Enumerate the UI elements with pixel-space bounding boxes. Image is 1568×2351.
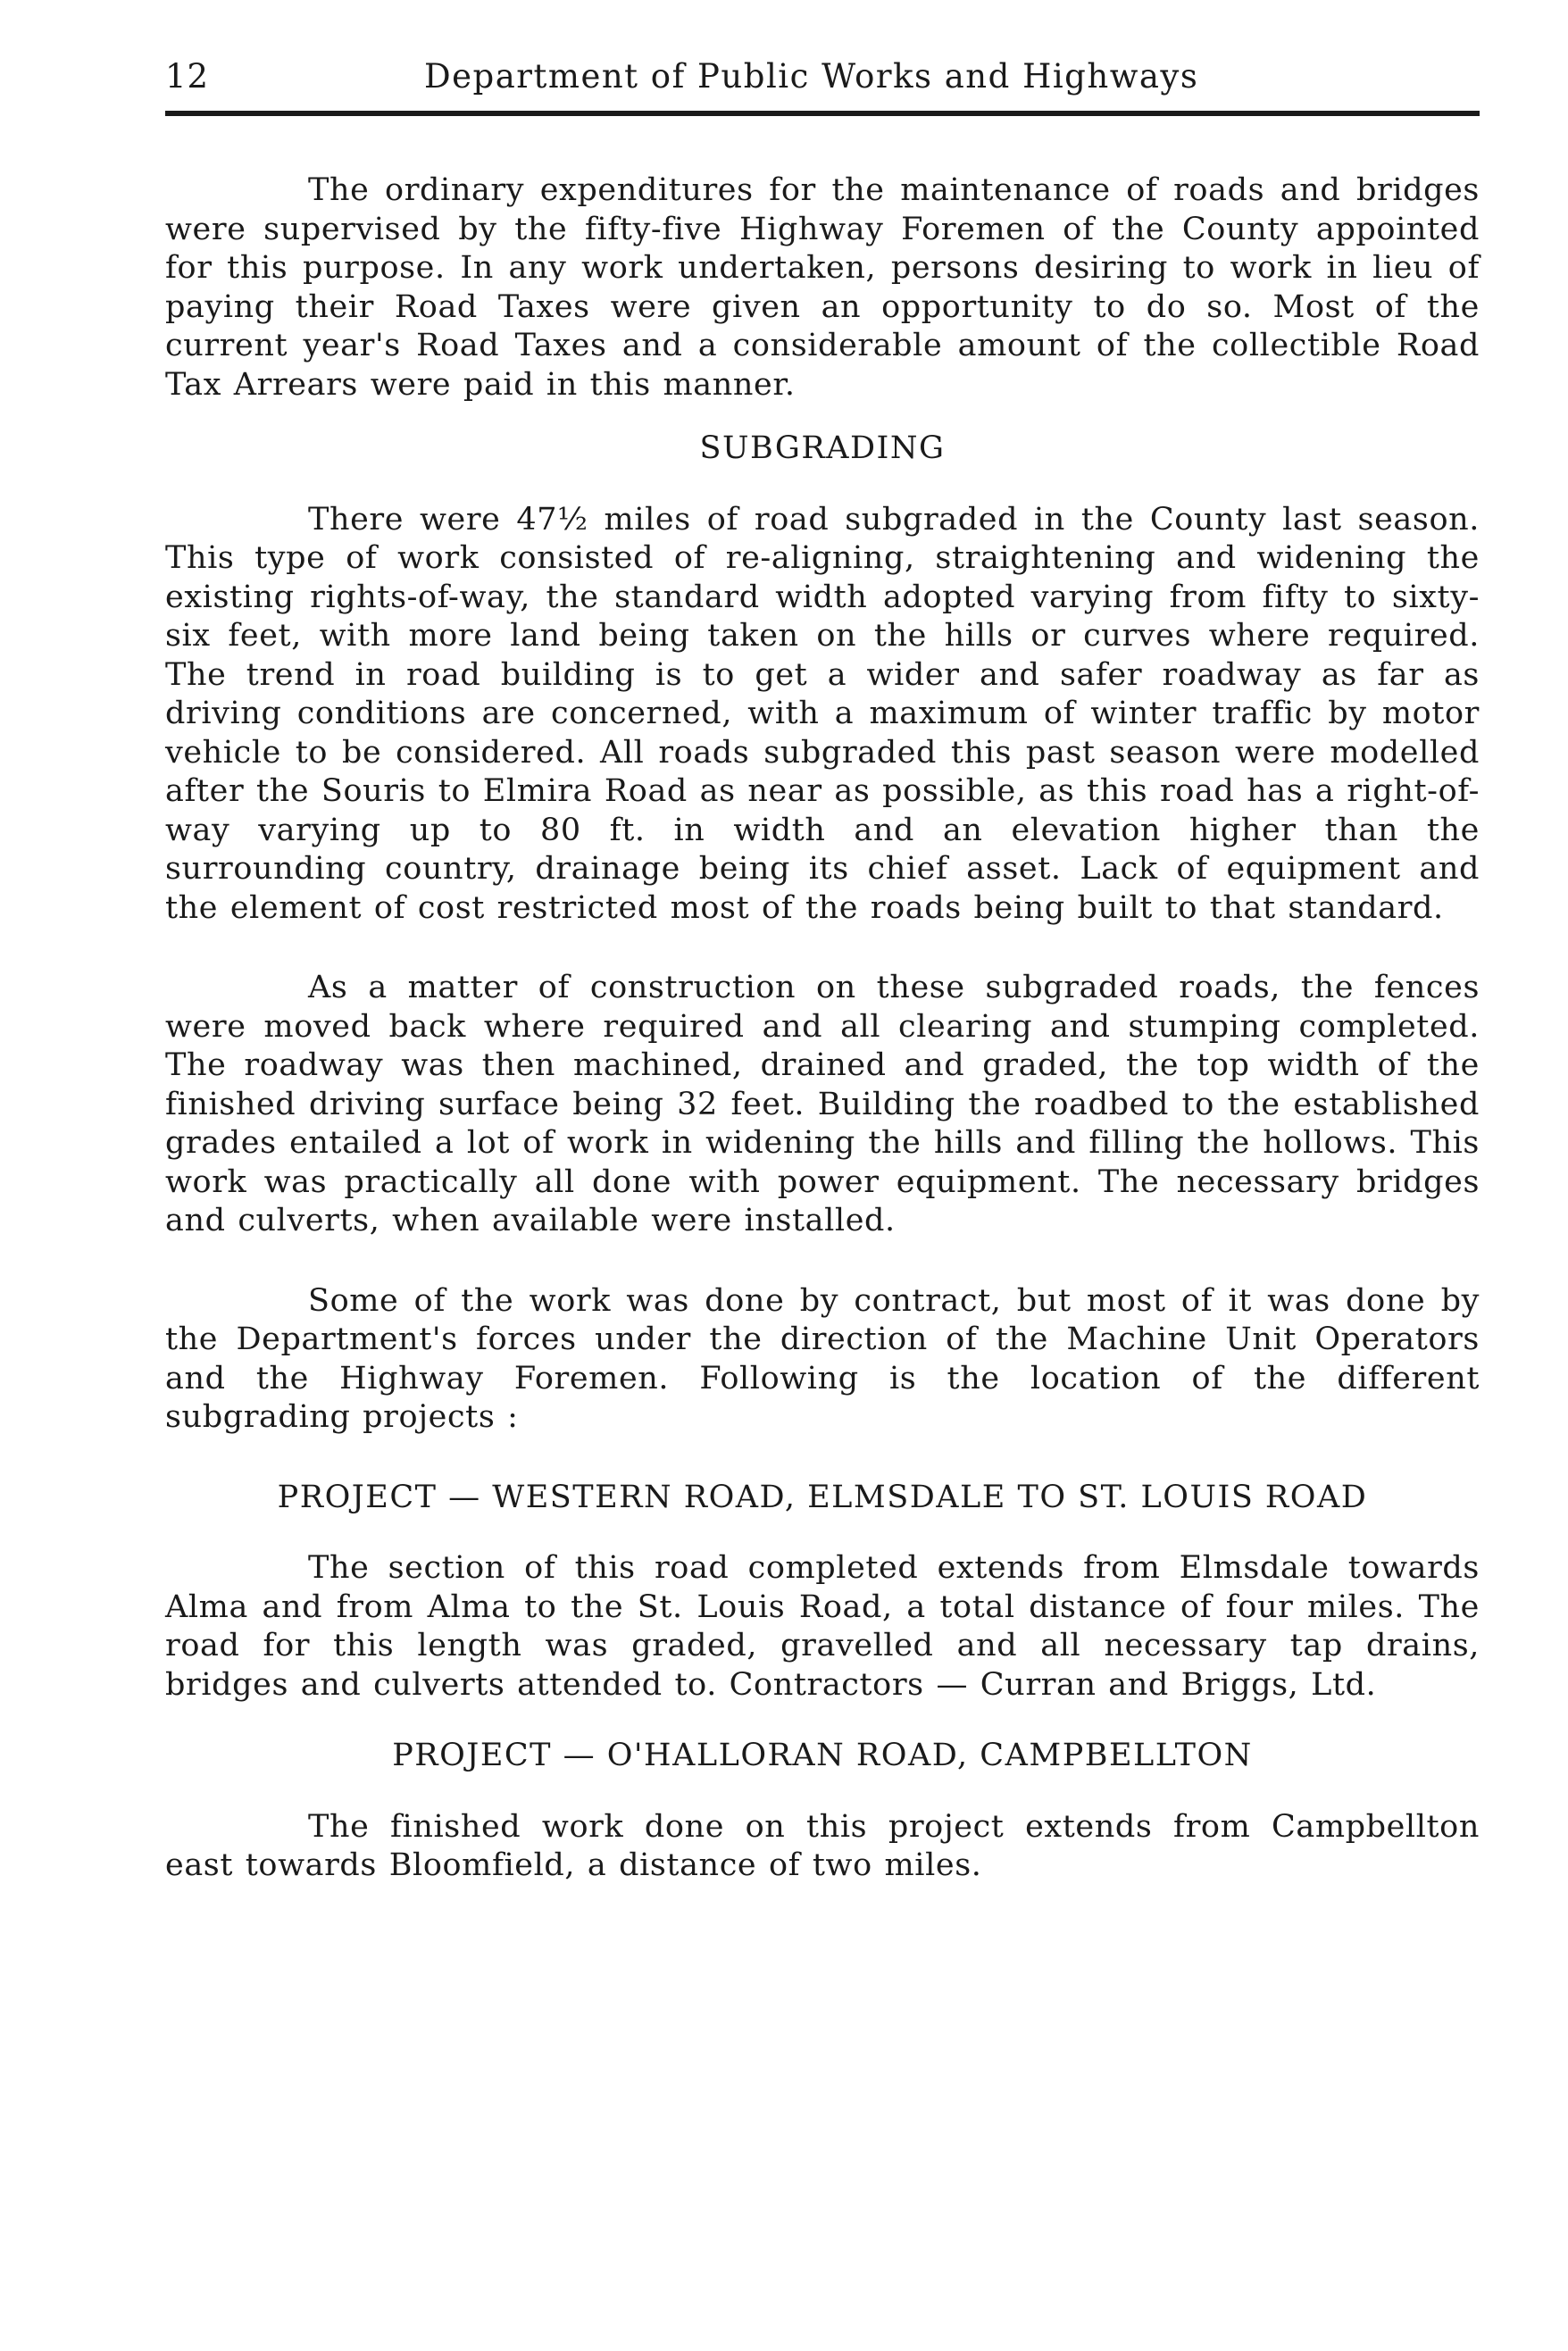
spacer (165, 404, 1480, 429)
spacer (165, 1517, 1480, 1549)
running-title: Department of Public Works and Highways (424, 57, 1199, 96)
project-heading-ohalloran-road: PROJECT — O'HALLORAN ROAD, CAMPBELLTON (392, 1738, 1253, 1773)
paragraph-project-list-intro: Some of the work was done by contract, but most of it was done by the Department's forces under the direction of the Machine Unit Operators and the Highway Foremen. Following is the location of the different subgrading projects : (165, 1282, 1480, 1435)
spacer (165, 469, 1480, 501)
paragraph-western-road: The section of this road completed extends from Elmsdale towards Alma and from Alma to the St. Louis Road, a total distance of four miles. The road for this length was graded, gravelled and all necessary tap drains, bridges and culverts attended to. Contractors — Curran and Briggs, Ltd. (165, 1550, 1480, 1703)
spacer (165, 928, 1480, 969)
section-heading-subgrading: SUBGRADING (699, 430, 946, 466)
project-heading-western-road: PROJECT — WESTERN ROAD, ELMSDALE TO ST. LOUIS ROAD (277, 1479, 1368, 1515)
page-number: 12 (165, 57, 210, 96)
body-text (165, 171, 1480, 1886)
spacer (165, 1438, 1480, 1479)
header-rule (165, 111, 1480, 116)
spacer (165, 1705, 1480, 1737)
paragraph-construction-method: As a matter of construction on these subgraded roads, the fences were moved back where required and all clearing and stumping completed. The roadway was then machined, drained and graded, the top width of the finished driving surface being 32 feet. Building the roadbed to the established grades entailed a lot of work in widening the hills and filling the hollows. This work was practically all done with power equipment. The necessary bridges and culverts, when available were installed. (165, 970, 1480, 1238)
spacer (165, 1776, 1480, 1808)
paragraph-subgrading-overview: There were 47½ miles of road subgraded in the County last season. This type of work consisted of re-aligning, straightening and widening the existing rights-of-way, the standard width adopted varying from fifty to sixty-six feet, with more land being taken on the hills or curves where required. The trend in road building is to get a wider and safer roadway as far as driving conditions are concerned, with a maximum of winter traffic by motor vehicle to be considered. All roads subgraded this past season were modelled after the Souris to Elmira Road as near as possible, as this road has a right-of-way varying up to 80 ft. in width and an elevation higher than the surrounding country, drainage being its chief asset. Lack of equipment and the element of cost restricted most of the roads being built to that standard. (165, 501, 1480, 926)
spacer (165, 1241, 1480, 1282)
paragraph-road-maintenance: The ordinary expenditures for the maintenance of roads and bridges were supervised by the fifty-five Highway Foremen of the County appointed for this purpose. In any work undertaken, persons desiring to work in lieu of paying their Road Taxes were given an opportunity to do so. Most of the current year's Road Taxes and a considerable amount of the collectible Road Tax Arrears were paid in this manner. (165, 172, 1480, 403)
paragraph-ohalloran-road: The finished work done on this project extends from Campbellton east towards Bloomfield, a distance of two miles. (165, 1808, 1480, 1883)
running-head (165, 55, 1480, 105)
